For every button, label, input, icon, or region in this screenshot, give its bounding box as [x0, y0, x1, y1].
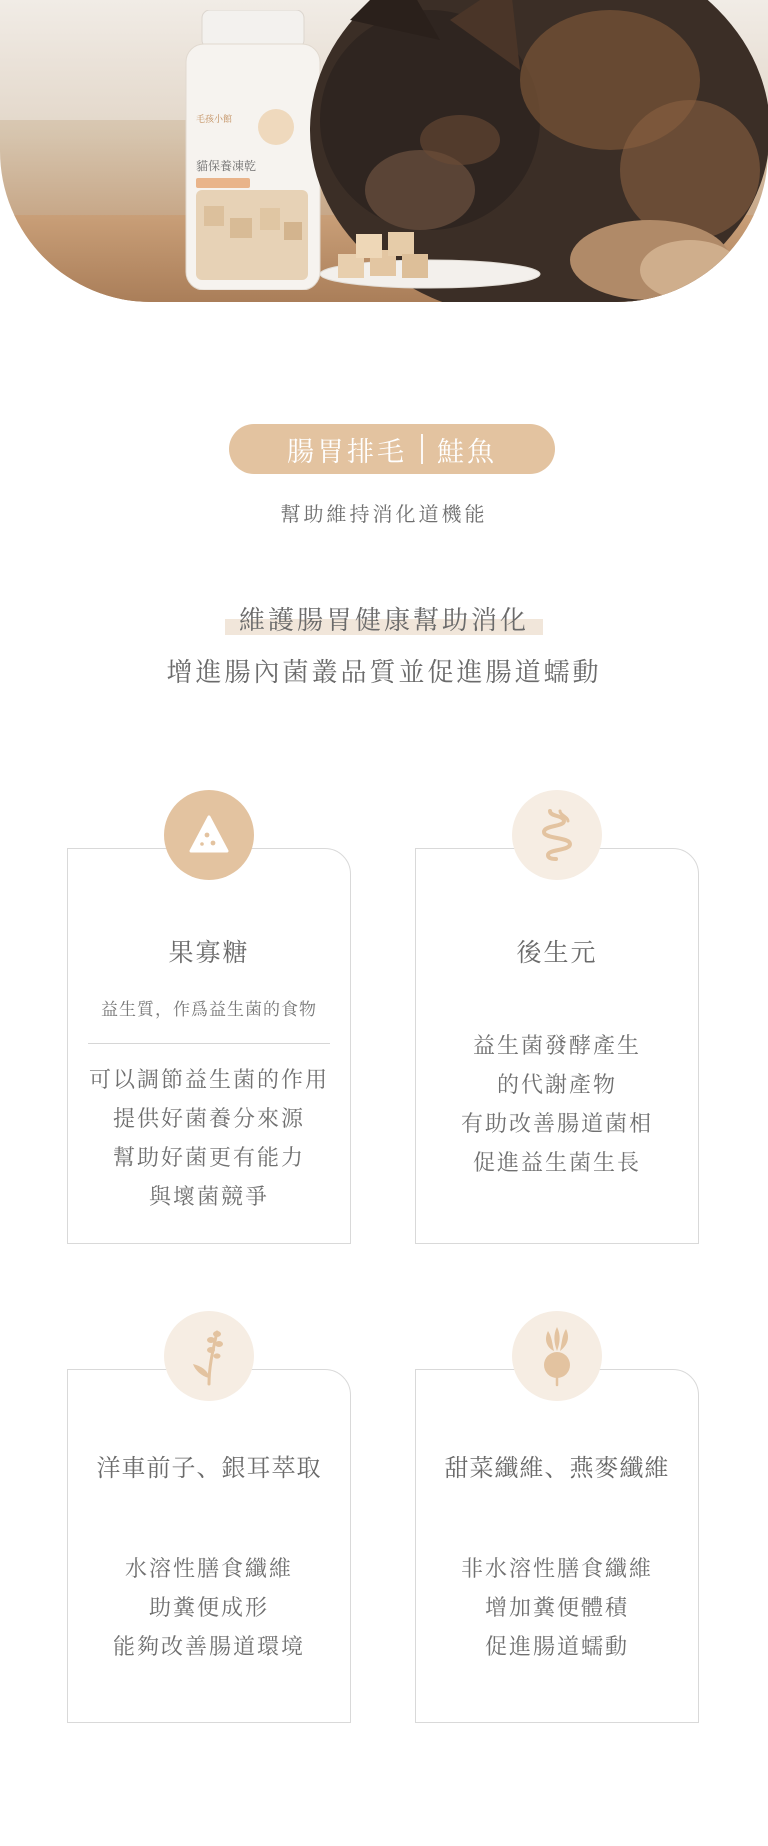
intestine-icon [534, 807, 580, 863]
card-note: 益生質，作爲益生菌的食物 [101, 1000, 317, 1020]
hero-photo [0, 0, 768, 302]
card-description [68, 1550, 350, 1667]
beetroot-badge [512, 1311, 602, 1401]
cheese-wedge-icon [187, 813, 231, 857]
card-line: 提供好菌養分來源 [112, 1107, 305, 1132]
card-title [68, 1448, 350, 1483]
intestine-badge [512, 790, 602, 880]
card-line: 增加糞便體積 [484, 1596, 629, 1621]
pill-divider [421, 434, 423, 464]
card-title [416, 1448, 698, 1483]
card-title-text: 後生元 [516, 938, 598, 967]
card-line: 助糞便成形 [148, 1596, 269, 1621]
ingredient-card-beet-oat [415, 1369, 699, 1723]
card-title [416, 933, 698, 969]
product-variant-pill [229, 424, 555, 474]
cheese-wedge-badge [164, 790, 254, 880]
card-title-highlight [439, 1448, 676, 1483]
ingredient-card-fos [67, 848, 351, 1244]
plantain-herb-badge [164, 1311, 254, 1401]
card-title-text: 甜菜纖維、燕麥纖維 [444, 1454, 670, 1482]
card-line: 可以調節益生菌的作用 [88, 1068, 329, 1093]
treat-dish-image [318, 230, 543, 290]
card-line: 的代謝產物 [496, 1073, 617, 1098]
jar-brand-text: 毛孩小館 [196, 115, 233, 125]
card-title-text: 果寡糖 [168, 938, 250, 967]
card-line: 幫助好菌更有能力 [112, 1146, 305, 1171]
ingredient-card-psyllium [67, 1369, 351, 1723]
card-description [68, 1061, 350, 1217]
card-description [416, 1027, 698, 1183]
card-line: 促進腸道蠕動 [484, 1635, 629, 1660]
card-title-highlight [162, 933, 255, 969]
jar-label-text: 貓保養凍乾 [196, 159, 257, 173]
section-subtitle: 幫助維持消化道機能 [280, 502, 488, 526]
pill-flavor-text: 鮭魚 [437, 436, 497, 468]
headline-highlight [225, 600, 543, 637]
card-line: 益生菌發酵產生 [472, 1034, 641, 1059]
card-title-text: 洋車前子、銀耳萃取 [96, 1454, 322, 1482]
headline-line-2: 增進腸內菌叢品質並促進腸道蠕動 [166, 658, 602, 688]
card-title-highlight [91, 1448, 328, 1483]
ingredient-card-postbiotic [415, 848, 699, 1244]
pill-category-text: 腸胃排毛 [287, 436, 407, 468]
card-line: 有助改善腸道菌相 [460, 1112, 653, 1137]
card-line: 能夠改善腸道環境 [112, 1635, 305, 1660]
card-divider [88, 1043, 330, 1044]
card-description [416, 1550, 698, 1667]
card-title-highlight [510, 933, 603, 969]
card-line: 促進益生菌生長 [472, 1151, 641, 1176]
card-line: 與壞菌競爭 [148, 1185, 269, 1210]
card-line: 非水溶性膳食纖維 [460, 1557, 653, 1582]
headline-line-1 [0, 600, 768, 637]
card-title [68, 933, 350, 969]
card-line: 水溶性膳食纖維 [124, 1557, 293, 1582]
plantain-herb-icon [187, 1326, 231, 1386]
beetroot-icon [534, 1325, 580, 1387]
headline-text-1: 維護腸胃健康幫助消化 [238, 606, 529, 636]
